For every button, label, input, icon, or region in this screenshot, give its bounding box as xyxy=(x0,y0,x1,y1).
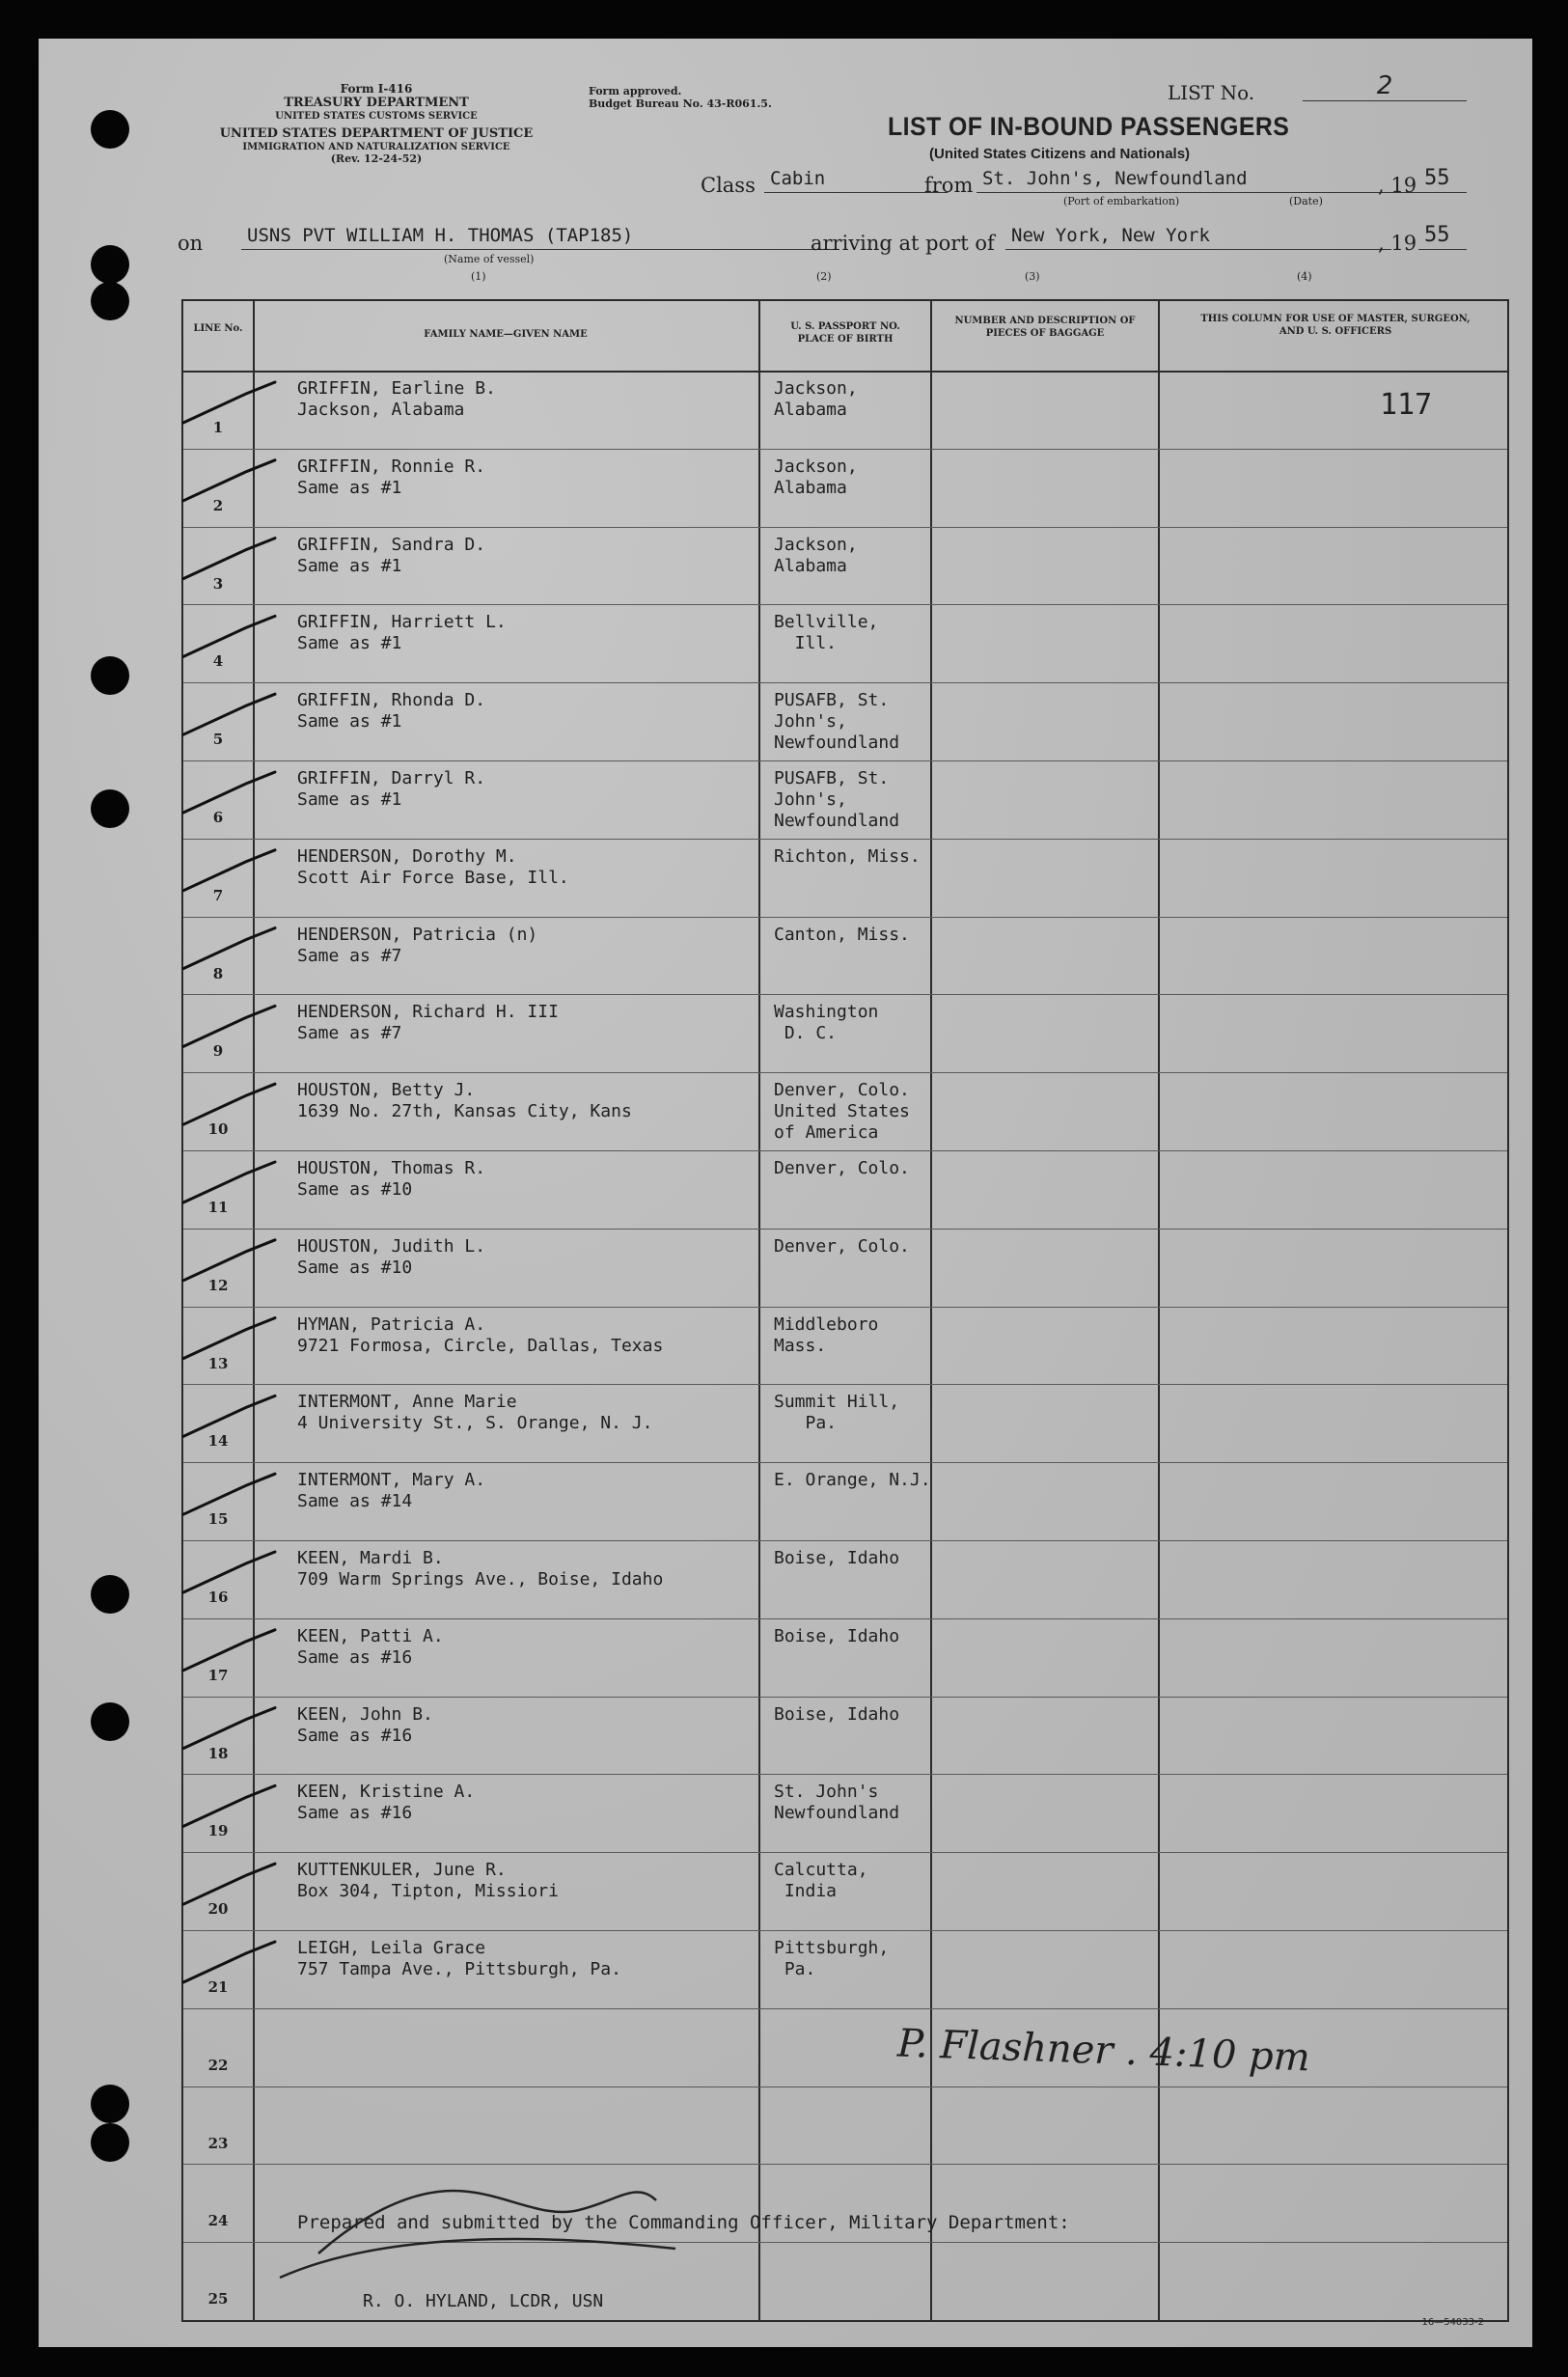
line-number: 12 xyxy=(207,1276,229,1294)
row-divider xyxy=(183,2008,1507,2009)
form-number: Form I-416 xyxy=(340,82,413,96)
prepared-statement: Prepared and submitted by the Commanding Officer, Military Department: xyxy=(297,2212,1070,2233)
place-of-birth: Boise, Idaho xyxy=(774,1625,900,1646)
passenger-address: Same as #7 xyxy=(297,1023,402,1044)
binder-hole xyxy=(91,1575,129,1614)
passenger-name: KEEN, John B. xyxy=(297,1703,433,1725)
line-number: 16 xyxy=(207,1589,229,1606)
place-of-birth: Denver, Colo. United States of America xyxy=(774,1080,910,1144)
line-number: 25 xyxy=(207,2290,229,2308)
line-number: 15 xyxy=(207,1510,229,1529)
port-caption: (Port of embarkation) xyxy=(1063,195,1180,207)
passenger-address: Same as #10 xyxy=(297,1257,413,1278)
row-divider xyxy=(183,527,1507,528)
list-number xyxy=(1168,71,1393,104)
passenger-address: 9721 Formosa, Circle, Dallas, Texas xyxy=(297,1335,664,1356)
passenger-name: HOUSTON, Thomas R. xyxy=(297,1158,486,1178)
binder-hole xyxy=(91,1702,129,1741)
passenger-name: GRIFFIN, Ronnie R. xyxy=(297,456,486,477)
on-label: on xyxy=(178,232,204,255)
from-label: from xyxy=(924,174,974,197)
passenger-address: Same as #1 xyxy=(297,555,402,576)
passenger-address: Same as #1 xyxy=(297,789,402,810)
line-number: 1 xyxy=(212,419,224,436)
passenger-address: Same as #16 xyxy=(297,1725,413,1746)
passenger-address: 1639 No. 27th, Kansas City, Kans xyxy=(297,1101,632,1122)
passenger-name: GRIFFIN, Earline B. xyxy=(297,378,496,399)
line-number: 19 xyxy=(207,1822,229,1840)
place-of-birth: PUSAFB, St. John's, Newfoundland xyxy=(774,768,900,831)
place-of-birth: Denver, Colo. xyxy=(774,1158,910,1178)
line-number: 14 xyxy=(207,1432,229,1451)
line-number: 11 xyxy=(207,1199,229,1216)
line-number: 23 xyxy=(207,2134,229,2152)
passenger-address: Same as #1 xyxy=(297,633,402,654)
col-num-1: (1) xyxy=(471,270,486,283)
passenger-address: Jackson, Alabama xyxy=(297,400,465,420)
passenger-address: Same as #7 xyxy=(297,945,402,966)
form-approved: Form approved. xyxy=(589,85,682,97)
place-of-birth: Canton, Miss. xyxy=(774,924,910,945)
place-of-birth: Denver, Colo. xyxy=(774,1235,910,1257)
header-baggage: NUMBER AND DESCRIPTION OF PIECES OF BAGGAGE xyxy=(954,316,1136,339)
form-title: LIST OF IN-BOUND PASSENGERS xyxy=(888,112,1290,141)
binder-hole xyxy=(91,2085,129,2123)
passenger-name: KUTTENKULER, June R. xyxy=(297,1860,507,1881)
passenger-address: Scott Air Force Base, Ill. xyxy=(297,867,569,888)
row-divider xyxy=(183,1852,1507,1853)
line-number: 20 xyxy=(207,1900,229,1919)
place-of-birth: St. John's Newfoundland xyxy=(774,1782,900,1824)
binder-hole xyxy=(91,656,129,695)
officer-note: 117 xyxy=(1380,388,1433,422)
line-number: 9 xyxy=(212,1042,224,1061)
col-num-4: (4) xyxy=(1297,270,1312,283)
binder-hole xyxy=(91,282,129,320)
place-of-birth: PUSAFB, St. John's, Newfoundland xyxy=(774,690,900,754)
row-divider xyxy=(183,682,1507,683)
document-page xyxy=(39,39,1532,2347)
row-divider xyxy=(183,604,1507,605)
place-of-birth: Calcutta, India xyxy=(774,1860,868,1902)
place-of-birth: Middleboro Mass. xyxy=(774,1313,879,1356)
place-of-birth: E. Orange, N.J. xyxy=(774,1470,931,1491)
service-customs: UNITED STATES CUSTOMS SERVICE xyxy=(275,110,478,122)
passenger-name: KEEN, Kristine A. xyxy=(297,1782,476,1803)
place-of-birth: Summit Hill, Pa. xyxy=(774,1392,900,1434)
line-number: 22 xyxy=(207,2056,229,2074)
row-divider xyxy=(183,1540,1507,1541)
place-of-birth: Boise, Idaho xyxy=(774,1703,900,1725)
place-of-birth: Bellville, Ill. xyxy=(774,612,879,654)
header-line-no: LINE No. xyxy=(193,323,243,334)
passenger-name: GRIFFIN, Harriett L. xyxy=(297,612,507,633)
passenger-name: GRIFFIN, Rhonda D. xyxy=(297,690,486,711)
year-2: 55 xyxy=(1418,225,1467,250)
passenger-address: Same as #1 xyxy=(297,477,402,498)
row-divider xyxy=(183,2164,1507,2165)
passenger-address: Same as #14 xyxy=(297,1491,413,1512)
budget-bureau: Budget Bureau No. 43-R061.5. xyxy=(589,97,772,111)
line-number: 3 xyxy=(212,574,224,593)
line-number: 4 xyxy=(212,652,224,671)
list-number-value: 2 xyxy=(1303,71,1467,101)
handwritten-note: P. Flashner . 4:10 pm xyxy=(896,2021,1311,2081)
line-number: 13 xyxy=(207,1354,229,1372)
row-divider xyxy=(183,1307,1507,1308)
passenger-name: HENDERSON, Richard H. III xyxy=(297,1002,559,1023)
line-number: 6 xyxy=(212,809,224,826)
row-divider xyxy=(183,1697,1507,1698)
row-divider xyxy=(183,917,1507,918)
place-of-birth: Jackson, Alabama xyxy=(774,534,858,576)
arriving-label: arriving at port of xyxy=(811,232,995,255)
header-name: FAMILY NAME—GIVEN NAME xyxy=(424,329,588,340)
header-passport: U. S. PASSPORT NO. PLACE OF BIRTH xyxy=(790,321,900,345)
passenger-address: Same as #16 xyxy=(297,1646,413,1668)
year-prefix-2: , 19 xyxy=(1378,232,1417,255)
passenger-table xyxy=(181,299,1509,2322)
passenger-address: Same as #10 xyxy=(297,1179,413,1200)
row-divider xyxy=(183,760,1507,761)
header-officers: THIS COLUMN FOR USE OF MASTER, SURGEON, AND U. S. OFFICERS xyxy=(1200,314,1471,337)
binder-hole xyxy=(91,245,129,284)
passenger-address: Same as #16 xyxy=(297,1803,413,1824)
passenger-name: GRIFFIN, Sandra D. xyxy=(297,534,486,555)
row-divider xyxy=(183,1774,1507,1775)
line-number: 17 xyxy=(207,1666,229,1684)
class-value: Cabin xyxy=(764,168,948,193)
place-of-birth: Boise, Idaho xyxy=(774,1548,900,1568)
line-number: 21 xyxy=(207,1978,229,1996)
row-divider xyxy=(183,839,1507,840)
binder-hole xyxy=(91,110,129,149)
passenger-address: 709 Warm Springs Ave., Boise, Idaho xyxy=(297,1569,664,1589)
place-of-birth: Pittsburgh, Pa. xyxy=(774,1938,890,1979)
line-number: 10 xyxy=(207,1120,229,1139)
row-divider xyxy=(183,1930,1507,1931)
dept-treasury: TREASURY DEPARTMENT xyxy=(284,95,469,110)
passenger-name: HOUSTON, Judith L. xyxy=(297,1235,486,1257)
passenger-name: LEIGH, Leila Grace xyxy=(297,1938,486,1958)
row-divider xyxy=(183,1072,1507,1073)
form-header-agencies xyxy=(164,83,589,165)
service-immigration: IMMIGRATION AND NATURALIZATION SERVICE xyxy=(242,142,510,153)
row-divider xyxy=(183,2242,1507,2243)
form-revision: (Rev. 12-24-52) xyxy=(330,152,423,165)
row-divider xyxy=(183,1229,1507,1230)
col-num-2: (2) xyxy=(816,270,832,283)
passenger-name: GRIFFIN, Darryl R. xyxy=(297,768,486,788)
row-divider xyxy=(183,1462,1507,1463)
passenger-address: 4 University St., S. Orange, N. J. xyxy=(297,1413,653,1434)
officer-name: R. O. HYLAND, LCDR, USN xyxy=(363,2291,604,2311)
binder-hole xyxy=(91,2123,129,2162)
passenger-name: INTERMONT, Mary A. xyxy=(297,1470,486,1491)
dept-justice: UNITED STATES DEPARTMENT OF JUSTICE xyxy=(219,126,534,142)
year-1: 55 xyxy=(1418,168,1467,193)
printer-code: 16—54033-2 xyxy=(1421,2317,1484,2328)
passenger-name: KEEN, Mardi B. xyxy=(297,1548,444,1568)
row-divider xyxy=(183,1384,1507,1385)
form-subtitle: (United States Citizens and Nationals) xyxy=(929,146,1191,162)
passenger-name: HENDERSON, Patricia (n) xyxy=(297,924,538,945)
col-num-3: (3) xyxy=(1025,270,1040,283)
passenger-address: Same as #1 xyxy=(297,711,402,732)
passenger-address: Box 304, Tipton, Missiori xyxy=(297,1881,559,1902)
list-number-label: LIST No. xyxy=(1168,81,1255,104)
place-of-birth: Washington D. C. xyxy=(774,1002,879,1044)
line-number: 2 xyxy=(212,496,224,514)
line-number: 7 xyxy=(212,886,224,904)
row-divider xyxy=(183,994,1507,995)
line-number: 5 xyxy=(212,731,224,749)
place-of-birth: Jackson, Alabama xyxy=(774,378,858,420)
passenger-name: HOUSTON, Betty J. xyxy=(297,1080,476,1101)
date-caption: (Date) xyxy=(1289,195,1323,207)
place-of-birth: Richton, Miss. xyxy=(774,845,921,867)
row-divider xyxy=(183,1150,1507,1151)
passenger-name: HENDERSON, Dorothy M. xyxy=(297,845,517,867)
place-of-birth: Jackson, Alabama xyxy=(774,456,858,498)
passenger-name: INTERMONT, Anne Marie xyxy=(297,1392,517,1413)
embarkation-port: St. John's, Newfoundland xyxy=(977,168,1422,193)
arrival-port: New York, New York xyxy=(1005,225,1391,250)
binder-hole xyxy=(91,789,129,828)
passenger-address: 757 Tampa Ave., Pittsburgh, Pa. xyxy=(297,1959,621,1979)
passenger-name: KEEN, Patti A. xyxy=(297,1625,444,1646)
line-number: 18 xyxy=(207,1744,229,1762)
line-number: 8 xyxy=(212,964,224,982)
passenger-name: HYMAN, Patricia A. xyxy=(297,1313,486,1335)
line-number: 24 xyxy=(207,2212,229,2230)
year-prefix-1: , 19 xyxy=(1378,174,1417,197)
row-divider xyxy=(183,449,1507,450)
vessel-caption: (Name of vessel) xyxy=(444,253,535,265)
vessel-name: USNS PVT WILLIAM H. THOMAS (TAP185) xyxy=(241,225,839,250)
row-divider xyxy=(183,1618,1507,1619)
class-label: Class xyxy=(701,174,756,197)
form-approval xyxy=(589,85,772,110)
